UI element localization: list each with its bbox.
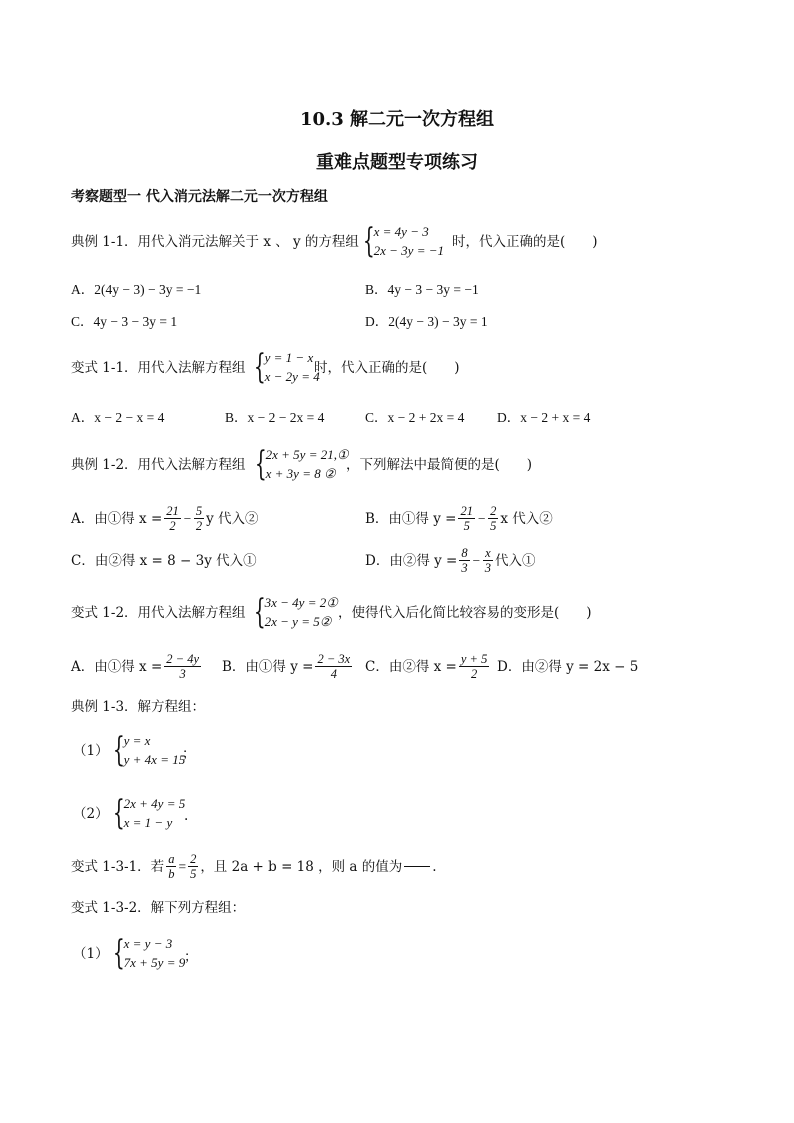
q7-part1-end: ； — [184, 949, 198, 965]
minus-sign: − — [182, 510, 192, 526]
fraction — [458, 504, 475, 533]
q1-stem-a: 典例 1-1．用代入消元法解关于 x 、 y 的方程组 — [71, 234, 359, 250]
brace-symbol: { — [253, 347, 266, 387]
q1-stem-b: 时，代入正确的是( ) — [452, 234, 598, 250]
q4-option-a-prefix: A．由①得 x = — [71, 658, 163, 675]
q5-part1-system — [108, 731, 185, 769]
q7-part1-eq1: x = y − 3 — [123, 936, 173, 951]
q3-option-b[interactable] — [365, 504, 553, 533]
q4-eq2: 2x − y = 5② — [264, 614, 332, 629]
q5-part2-end: . — [184, 808, 189, 824]
fraction — [315, 652, 352, 681]
q5-part1-end: ； — [182, 746, 196, 762]
fraction — [483, 546, 493, 575]
q7-part1-system — [108, 934, 185, 972]
q5-part2-system — [108, 794, 185, 832]
q3-stem-b: ，下列解法中最简便的是( ) — [346, 457, 533, 473]
q2-eq2: x − 2y = 4 — [264, 369, 320, 384]
brace-symbol: { — [253, 592, 266, 632]
denominator: 2 — [470, 667, 478, 681]
numerator: 2 − 3x — [317, 652, 351, 666]
fraction — [164, 504, 181, 533]
numerator: 2 — [490, 504, 497, 518]
q3-option-c[interactable]: C．由②得 x = 8 − 3y 代入① — [71, 553, 257, 569]
minus-sign: − — [476, 510, 487, 526]
fraction — [459, 546, 469, 575]
q6-prefix: 变式 1-3-1．若 — [71, 858, 165, 875]
numerator: 2 — [190, 852, 197, 866]
denominator: 3 — [484, 561, 491, 575]
q2-stem-b: 时，代入正确的是( ) — [314, 360, 460, 376]
fraction — [188, 852, 198, 881]
q5-part1-eq1: y = x — [123, 733, 151, 748]
fraction — [459, 652, 489, 681]
q1-eq1: x = 4y − 3 — [373, 224, 429, 239]
section-heading: 考察题型一 代入消元法解二元一次方程组 — [71, 189, 328, 205]
fraction — [194, 504, 204, 533]
q6-end: . — [432, 858, 437, 875]
q5-part1-eq2: y + 4x = 15 — [123, 752, 186, 767]
q4-option-d[interactable]: D．由②得 y = 2x − 5 — [497, 659, 639, 675]
q4-option-a[interactable] — [71, 652, 203, 681]
q3-eq1: 2x + 5y = 21,① — [265, 447, 349, 462]
q1-option-a[interactable]: A．2(4y − 3) − 3y = −1 — [71, 282, 202, 297]
q5-part2-eq1: 2x + 4y = 5 — [123, 796, 186, 811]
brace-symbol: { — [112, 793, 125, 833]
q2-option-b[interactable]: B．x − 2 − 2x = 4 — [225, 410, 325, 425]
q3-option-a-suffix: y 代入② — [206, 510, 259, 527]
numerator: 8 — [461, 546, 468, 560]
q2-system — [249, 348, 320, 386]
q2-eq1: y = 1 − x — [264, 350, 314, 365]
q4-option-c[interactable] — [365, 652, 491, 681]
page-subtitle: 重难点题型专项练习 — [316, 152, 478, 173]
q7-stem: 变式 1-3-2．解下列方程组： — [71, 900, 246, 916]
q4-option-b[interactable] — [222, 652, 354, 681]
q2-option-c[interactable]: C．x − 2 + 2x = 4 — [365, 410, 465, 425]
denominator: 3 — [461, 561, 468, 575]
q4-system — [249, 593, 338, 631]
q1-option-c[interactable]: C．4y − 3 − 3y = 1 — [71, 314, 178, 329]
brace-symbol: { — [254, 444, 267, 484]
denominator: b — [168, 867, 175, 881]
q7-part1-label: （1） — [73, 946, 109, 962]
q1-eq2: 2x − 3y = −1 — [373, 243, 444, 258]
q1-option-b[interactable]: B．4y − 3 − 3y = −1 — [365, 282, 479, 297]
q4-eq1: 3x − 4y = 2① — [264, 595, 338, 610]
q5-part2-eq2: x = 1 − y — [123, 815, 173, 830]
q4-stem-a: 变式 1-2．用代入法解方程组 — [71, 605, 246, 621]
q5-stem: 典例 1-3．解方程组： — [71, 699, 206, 715]
q6-condition: ，且 2a + b = 18 ，则 a 的值为 — [200, 858, 403, 875]
q3-system — [250, 445, 349, 483]
q3-option-d[interactable] — [365, 546, 535, 575]
q2-option-d[interactable]: D．x − 2 + x = 4 — [497, 410, 591, 425]
q6-line — [71, 852, 437, 881]
q2-option-a[interactable]: A．x − 2 − x = 4 — [71, 410, 165, 425]
numerator: 21 — [460, 504, 473, 518]
q3-option-b-suffix: x 代入② — [500, 510, 553, 527]
fraction — [488, 504, 498, 533]
numerator: 5 — [195, 504, 203, 518]
q4-stem-b: ，使得代入后化简比较容易的变形是( ) — [338, 605, 592, 621]
denominator: 4 — [330, 667, 337, 681]
q3-option-a-prefix: A．由①得 x = — [71, 510, 163, 527]
q3-option-a[interactable] — [71, 504, 259, 533]
fraction — [164, 652, 201, 681]
fraction — [166, 852, 176, 881]
q3-eq2: x + 3y = 8 ② — [265, 466, 336, 481]
brace-symbol: { — [112, 730, 125, 770]
numerator: 21 — [166, 504, 179, 518]
numerator: a — [168, 852, 175, 866]
numerator: 2 − 4y — [166, 652, 199, 666]
q3-option-d-suffix: 代入① — [494, 552, 536, 569]
q1-option-d[interactable]: D．2(4y − 3) − 3y = 1 — [365, 314, 488, 329]
minus-sign: − — [471, 552, 481, 568]
q4-option-c-prefix: C．由②得 x = — [365, 658, 457, 675]
q7-part1-eq2: 7x + 5y = 9 — [123, 955, 186, 970]
denominator: 5 — [490, 519, 497, 533]
denominator: 2 — [195, 519, 203, 533]
numerator: y + 5 — [460, 652, 488, 666]
q2-stem-a: 变式 1-1．用代入法解方程组 — [71, 360, 246, 376]
page-title: 10.3 解二元一次方程组 — [299, 109, 495, 130]
denominator: 3 — [179, 667, 186, 681]
numerator: x — [485, 546, 491, 560]
answer-blank[interactable] — [404, 866, 430, 867]
denominator: 5 — [463, 519, 470, 533]
q3-option-b-prefix: B．由①得 y = — [365, 510, 457, 527]
q3-option-d-prefix: D．由②得 y = — [365, 552, 458, 569]
brace-symbol: { — [362, 221, 375, 261]
q3-stem-a: 典例 1-2．用代入法解方程组 — [71, 457, 246, 473]
brace-symbol: { — [112, 933, 125, 973]
q1-system — [358, 222, 444, 260]
denominator: 2 — [169, 519, 176, 533]
denominator: 5 — [190, 867, 197, 881]
equals-sign: = — [178, 858, 187, 874]
q5-part2-label: （2） — [73, 806, 109, 822]
q4-option-b-prefix: B．由①得 y = — [222, 658, 314, 675]
q5-part1-label: （1） — [73, 743, 109, 759]
